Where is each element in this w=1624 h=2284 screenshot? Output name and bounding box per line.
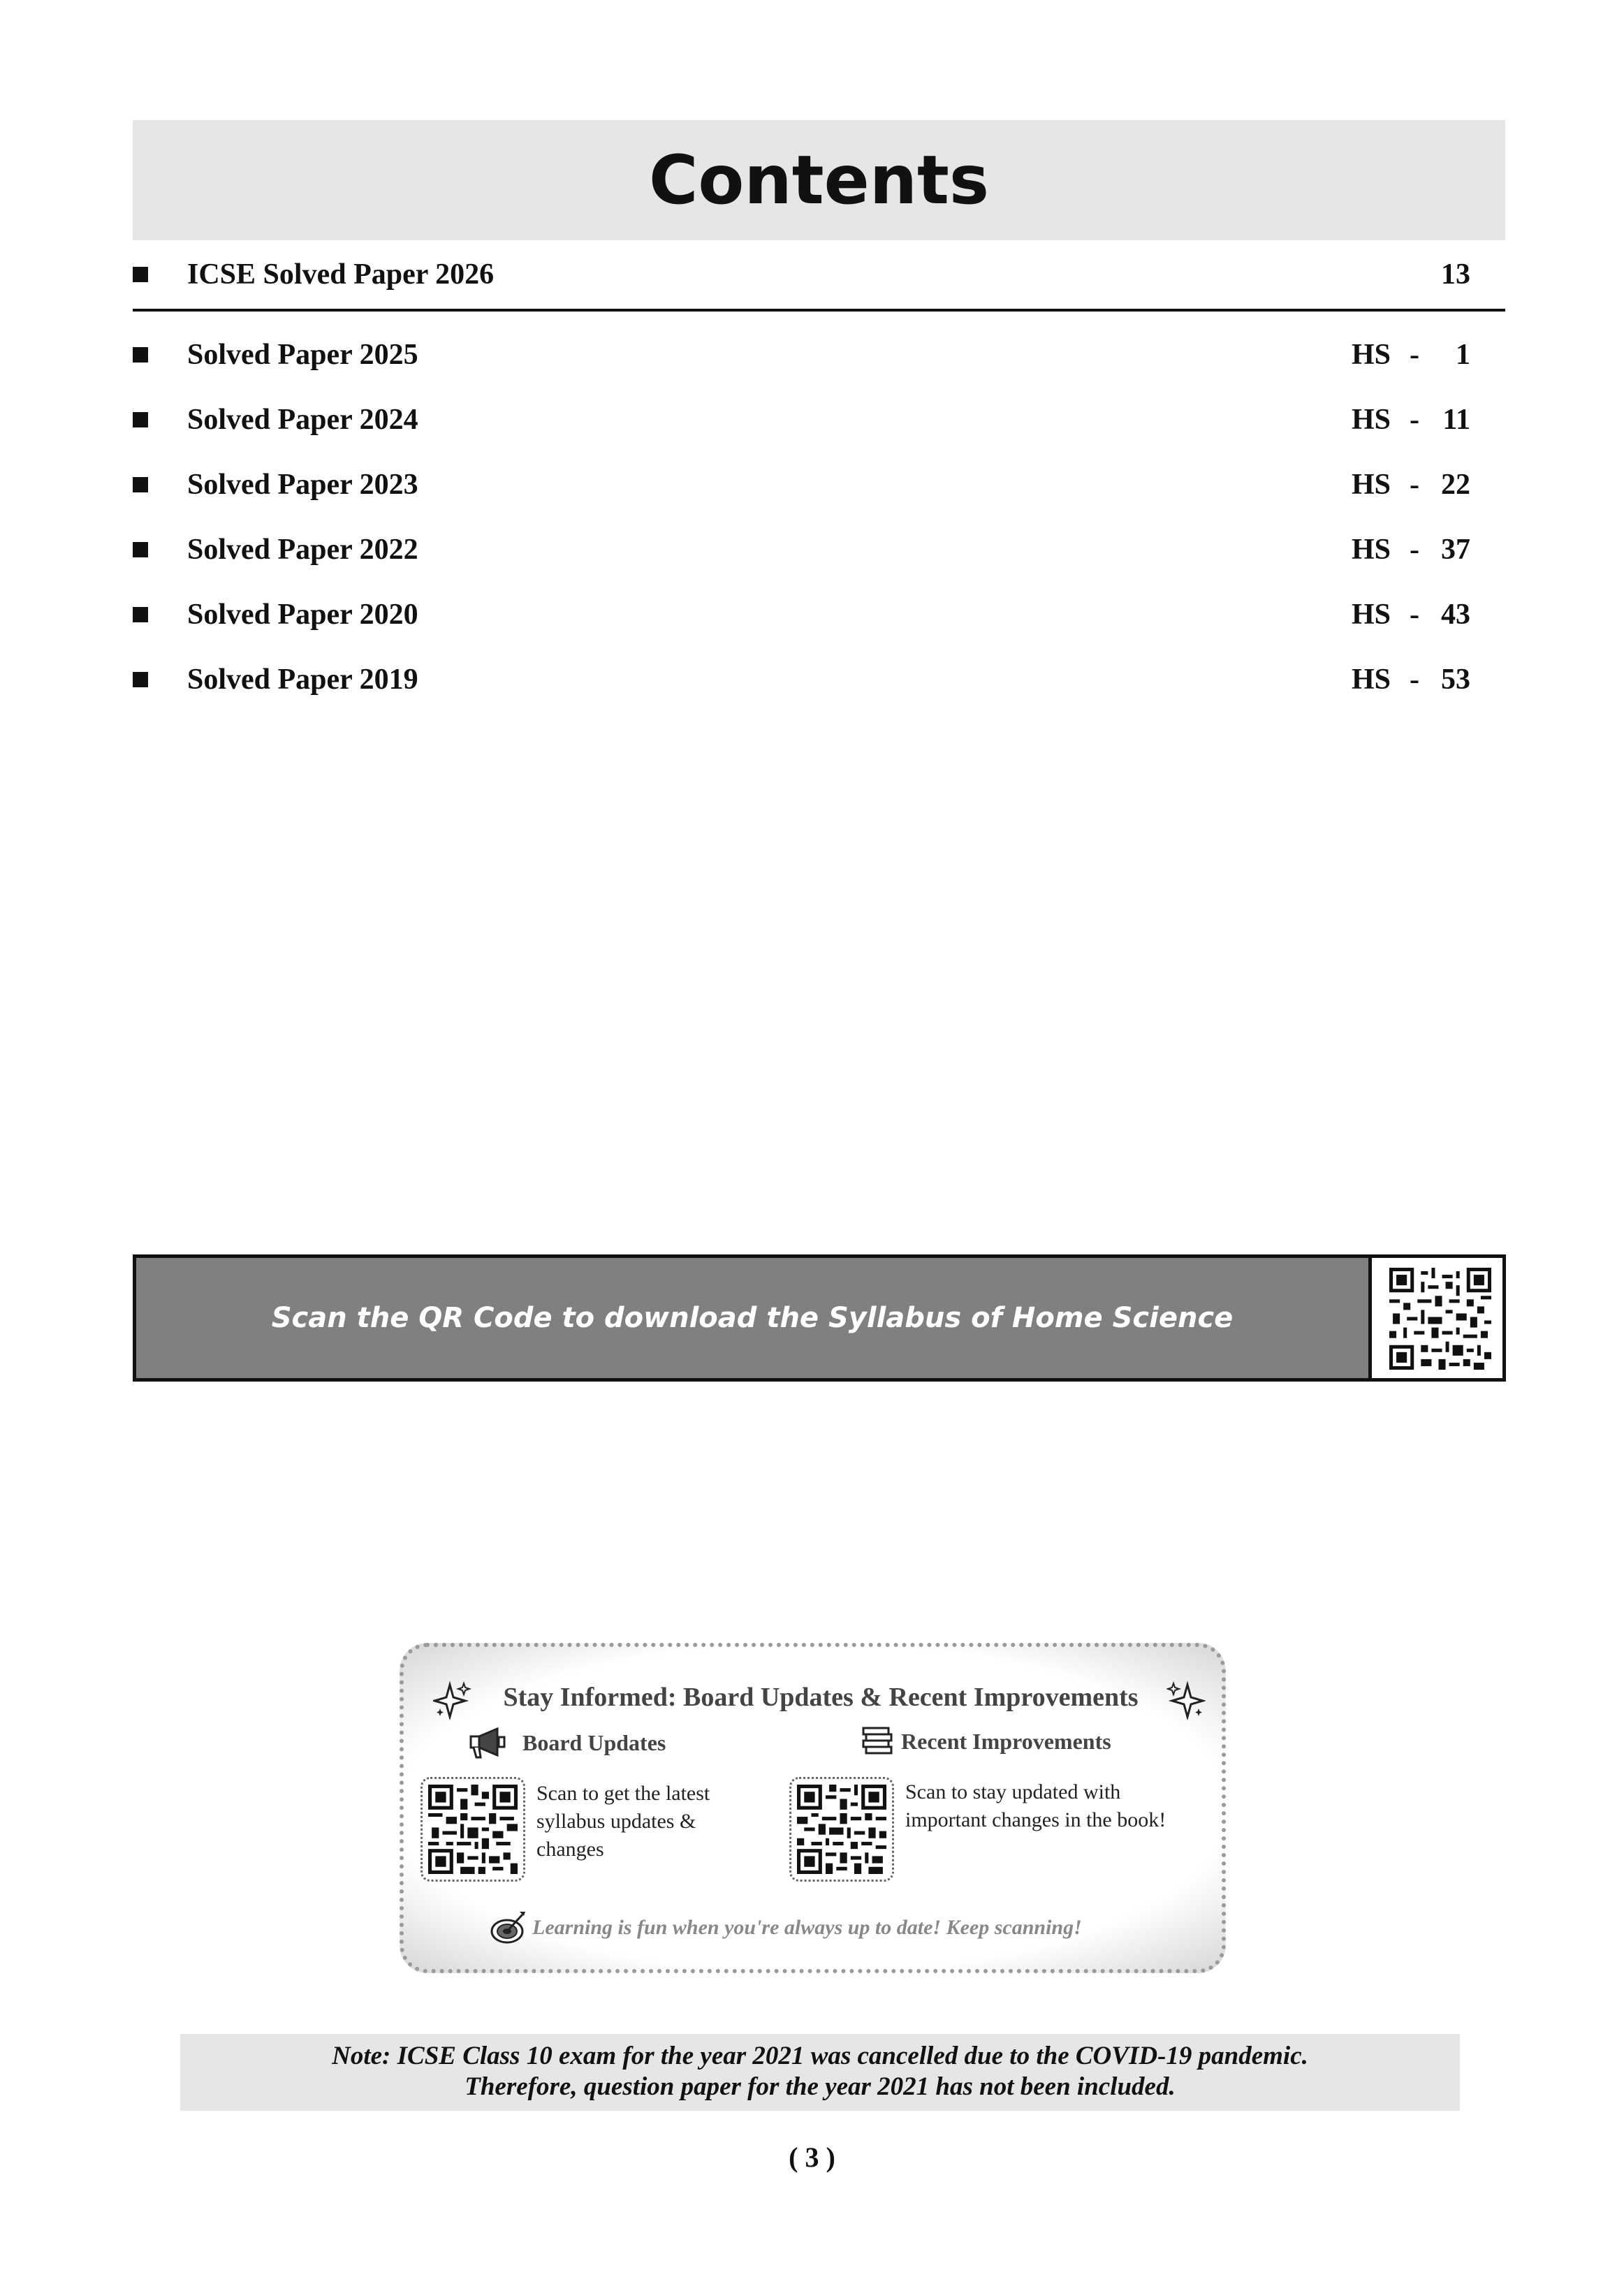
recent-improvements-label: Recent Improvements [901,1728,1111,1754]
bullet-icon [133,267,148,282]
info-title: Stay Informed: Board Updates & Recent Improvements [503,1683,1139,1712]
page-title: Contents [648,141,990,219]
recent-improvements-text: Scan to stay updated with important changes in the book! [905,1780,1166,1831]
page-dash: - [1410,404,1419,436]
toc-page-ref [1352,338,1470,372]
megaphone-icon [469,1727,511,1759]
bullet-icon [133,607,148,622]
toc-label: Solved Paper 2022 [187,534,418,566]
tagline-row [489,1910,1173,1945]
toc-label: Solved Paper 2023 [187,469,418,501]
page-dash: - [1410,664,1419,696]
toc-label: Solved Paper 2025 [187,339,418,371]
toc-label: Solved Paper 2024 [187,404,418,436]
toc-entry[interactable] [133,460,1505,509]
toc-page-ref [1352,533,1470,566]
page-prefix: HS [1352,339,1391,371]
qr-code-icon[interactable] [1389,1268,1491,1370]
board-updates-text: Scan to get the latest syllabus updates & changes [536,1782,710,1861]
books-icon [861,1725,894,1757]
bullet-icon [133,412,148,427]
toc-page-ref [1352,663,1470,696]
toc-label: Solved Paper 2020 [187,599,418,631]
banner-separator [1368,1258,1372,1378]
bullet-icon [133,477,148,492]
toc-entry-icse-2026[interactable] [133,250,1505,299]
toc-entry[interactable] [133,525,1505,574]
page-number: 11 [1442,404,1470,436]
recent-improvements-qr[interactable] [789,1777,894,1882]
banner-fill [136,1258,1368,1378]
page-dash: - [1410,599,1419,631]
page-dash: - [1410,469,1419,501]
page-prefix: HS [1352,664,1391,696]
board-updates-qr[interactable] [420,1777,525,1882]
toc-label: Solved Paper 2019 [187,664,418,696]
qr-code-icon [797,1785,886,1874]
page-prefix: HS [1352,404,1391,436]
syllabus-qr-banner[interactable] [133,1254,1506,1382]
page-number: 22 [1441,469,1470,501]
info-title-row [433,1676,1201,1718]
bullet-icon [133,672,148,687]
divider [133,309,1505,312]
page-dash: - [1410,339,1419,371]
page-number: 37 [1441,534,1470,566]
banner-text: Scan the QR Code to download the Syllabus of Home Science [271,1302,1234,1334]
board-updates-heading [469,1727,666,1759]
toc-page-ref [1352,403,1470,437]
note-line-2: Therefore, question paper for the year 2021 has not been included. [464,2072,1176,2101]
qr-code-icon [428,1785,518,1874]
toc-entry[interactable] [133,655,1505,704]
sparkle-icon [433,1681,472,1720]
page-prefix: HS [1352,599,1391,631]
board-updates-label: Board Updates [522,1729,666,1755]
toc-label: ICSE Solved Paper 2026 [187,258,495,291]
toc-page-ref [1352,468,1470,502]
target-icon [489,1910,528,1945]
page-number: ( 3 ) [789,2142,835,2173]
note-line-1: Note: ICSE Class 10 exam for the year 2021 was cancelled due to the COVID-19 pandemic. [332,2042,1308,2070]
page-prefix: HS [1352,469,1391,501]
toc-entry[interactable] [133,590,1505,639]
page-dash: - [1410,534,1419,566]
toc-entry[interactable] [133,330,1505,379]
toc-page-ref [1352,598,1470,631]
page-number: 43 [1441,599,1470,631]
bullet-icon [133,542,148,557]
toc-page-number: 13 [1441,258,1470,291]
page-prefix: HS [1352,534,1391,566]
page-number: 1 [1456,339,1470,371]
sparkle-icon [1166,1681,1206,1720]
page-number: 53 [1441,664,1470,696]
tagline-text: Learning is fun when you're always up to date! Keep scanning! [532,1916,1082,1939]
bullet-icon [133,347,148,363]
recent-improvements-heading [861,1725,1111,1757]
toc-entry[interactable] [133,395,1505,444]
